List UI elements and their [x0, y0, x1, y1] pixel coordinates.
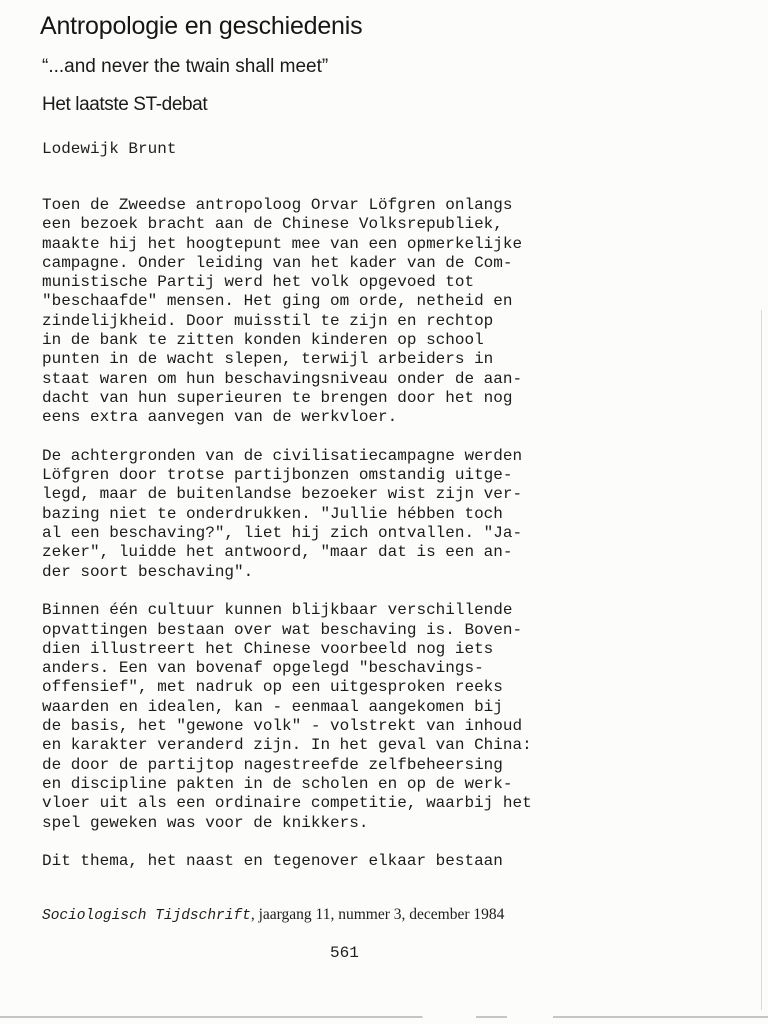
body-line: dien illustreert het Chinese voorbeeld nog iets [42, 639, 494, 658]
body-line: De achtergronden van de civilisatiecampagne werden [42, 446, 523, 465]
body-line: staat waren om hun beschavingsniveau onder de aan- [42, 369, 523, 388]
scan-edge-right [761, 310, 762, 1010]
body-line: eens extra aanvegen van de werkvloer. [42, 408, 398, 427]
body-line: in de bank te zitten konden kinderen op school [42, 331, 484, 350]
body-line: bazing niet te onderdrukken. "Jullie hébben toch [42, 504, 503, 523]
article-title: Antropologie en geschiedenis [40, 12, 363, 40]
body-line: zindelijkheid. Door muisstil te zijn en rechtop [42, 311, 494, 330]
body-line: dacht van hun superieuren te brengen door het nog [42, 388, 513, 407]
body-paragraph [42, 447, 742, 582]
body-line: "beschaafde" mensen. Het ging om orde, netheid en [42, 292, 513, 311]
body-line: al een beschaving?", liet hij zich ontvallen. "Ja- [42, 524, 523, 543]
page-number: 561 [330, 944, 359, 962]
body-line: zeker", luidde het antwoord, "maar dat is een an- [42, 543, 513, 562]
body-paragraph [42, 196, 742, 428]
body-line: opvattingen bestaan over wat beschaving is. Boven- [42, 620, 523, 639]
body-line: offensief", met nadruk op een uitgesproken reeks [42, 678, 503, 697]
body-line: campagne. Onder leiding van het kader van de Com- [42, 253, 513, 272]
scan-edge-bottom [0, 1016, 768, 1018]
journal-name: Sociologisch Tijdschrift [42, 908, 251, 924]
article-author: Lodewijk Brunt [42, 140, 177, 158]
body-paragraph [42, 601, 742, 833]
body-line: spel geweken was voor de knikkers. [42, 813, 369, 832]
body-line: een bezoek bracht aan de Chinese Volksrepubliek, [42, 215, 503, 234]
body-line: Dit thema, het naast en tegenover elkaar bestaan [42, 852, 503, 871]
body-line: munistische Partij werd het volk opgevoed tot [42, 273, 475, 292]
body-line: en discipline pakten in de scholen en op de werk- [42, 774, 513, 793]
body-line: en karakter veranderd zijn. In het geval van China: [42, 736, 532, 755]
body-line: vloer uit als een ordinaire competitie, waarbij het [42, 794, 532, 813]
body-line: Löfgren door trotse partijbonzen omstandig uitge- [42, 466, 513, 485]
body-line: Toen de Zweedse antropoloog Orvar Löfgren onlangs [42, 196, 513, 214]
body-line: der soort beschaving". [42, 562, 254, 581]
body-line: maakte hij het hoogtepunt mee van een opmerkelijke [42, 234, 523, 253]
body-line: Binnen één cultuur kunnen blijkbaar verschillende [42, 601, 513, 620]
body-line: anders. Een van bovenaf opgelegd "beschavings- [42, 659, 484, 678]
body-paragraph [42, 852, 742, 871]
body-line: waarden en idealen, kan - eenmaal aangekomen bij [42, 697, 503, 716]
body-line: de door de partijtop nagestreefde zelfbeheersing [42, 755, 503, 774]
body-line: legd, maar de buitenlandse bezoeker wist zijn ver- [42, 485, 523, 504]
article-body [42, 196, 742, 891]
article-section-heading: Het laatste ST-debat [42, 94, 208, 115]
body-line: punten in de wacht slepen, terwijl arbeiders in [42, 350, 494, 369]
article-subtitle: “...and never the twain shall meet” [42, 56, 329, 77]
body-line: de basis, het "gewone volk" - volstrekt van inhoud [42, 717, 523, 736]
journal-issue-details: , jaargang 11, nummer 3, december 1984 [250, 906, 505, 923]
journal-citation [42, 906, 504, 924]
